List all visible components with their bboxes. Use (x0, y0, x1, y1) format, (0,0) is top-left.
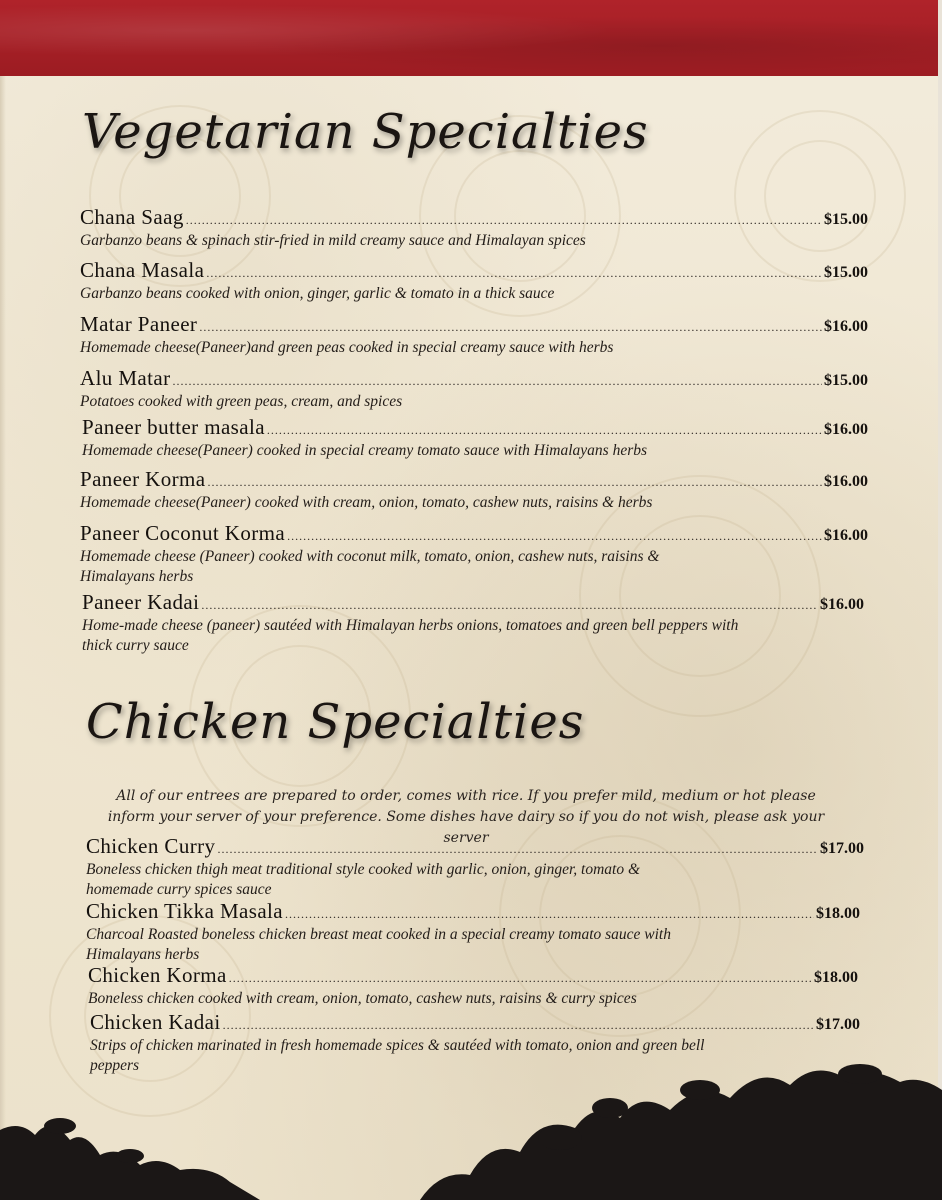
entree-note: All of our entrees are prepared to order, comes with rice. If you prefer mild, medium or hot please inform your server of your preference. Some dishes have dairy so if you do not wish, please ask your server (107, 788, 825, 846)
leader-dots (208, 475, 823, 490)
menu-item (80, 312, 868, 358)
leader-dots (206, 266, 822, 281)
item-price: $16.00 (820, 596, 864, 613)
item-name: Matar Paneer (80, 312, 198, 336)
item-name: Chicken Curry (86, 834, 216, 858)
item-price: $16.00 (824, 527, 868, 544)
leader-dots (287, 529, 822, 544)
leader-dots (285, 907, 814, 922)
item-price: $16.00 (824, 421, 868, 438)
chicken-section-title: Chicken Specialties (86, 694, 585, 750)
item-price: $17.00 (816, 1016, 860, 1033)
item-name: Chicken Korma (88, 963, 227, 987)
item-price: $17.00 (820, 840, 864, 857)
item-price: $18.00 (816, 905, 860, 922)
item-price: $18.00 (814, 969, 858, 986)
item-name: Chicken Tikka Masala (86, 899, 283, 923)
item-description: Home-made cheese (paneer) sautéed with Himalayan herbs onions, tomatoes and green bell peppers with thick curry sauce (82, 617, 739, 654)
menu-item (82, 415, 868, 461)
item-description: Homemade cheese(Paneer) cooked with cream, onion, tomato, cashew nuts, raisins & herbs (80, 494, 653, 511)
item-name: Paneer Korma (80, 467, 206, 491)
item-description: Homemade cheese (Paneer) cooked with coconut milk, tomato, onion, cashew nuts, raisins & Himalayans herbs (80, 548, 660, 585)
item-description: Boneless chicken cooked with cream, onion, tomato, cashew nuts, raisins & curry spices (88, 990, 637, 1007)
item-name: Chicken Kadai (90, 1010, 221, 1034)
leader-dots (223, 1018, 814, 1033)
menu-item (82, 590, 864, 656)
item-description: Garbanzo beans & spinach stir-fried in mild creamy sauce and Himalayan spices (80, 232, 586, 249)
menu-item (86, 834, 864, 900)
item-price: $16.00 (824, 318, 868, 335)
item-description: Boneless chicken thigh meat traditional style cooked with garlic, onion, ginger, tomato & homemade curry spices sauce (86, 861, 641, 898)
foliage-silhouette (0, 1060, 942, 1200)
menu-item (86, 899, 860, 965)
item-name: Chana Masala (80, 258, 205, 282)
leader-dots (229, 971, 812, 986)
menu-item (80, 205, 868, 251)
menu-item (80, 366, 868, 412)
vegetarian-section-title: Vegetarian Specialties (82, 104, 649, 160)
item-description: Charcoal Roasted boneless chicken breast meat cooked in a special creamy tomato sauce with Himalayans herbs (86, 926, 671, 963)
menu-item (80, 467, 868, 513)
menu-item (88, 963, 858, 1009)
item-description: Homemade cheese(Paneer) cooked in special creamy tomato sauce with Himalayans herbs (82, 442, 648, 459)
leader-dots (186, 213, 822, 228)
item-name: Alu Matar (80, 366, 171, 390)
item-name: Paneer Coconut Korma (80, 521, 286, 545)
item-name: Paneer butter masala (82, 415, 265, 439)
item-description: Homemade cheese(Paneer)and green peas cooked in special creamy sauce with herbs (80, 339, 614, 356)
item-name: Chana Saag (80, 205, 184, 229)
item-description: Potatoes cooked with green peas, cream, and spices (80, 393, 403, 410)
item-price: $15.00 (824, 211, 868, 228)
leader-dots (199, 320, 822, 335)
item-price: $16.00 (824, 473, 868, 490)
item-price: $15.00 (824, 264, 868, 281)
item-description: Garbanzo beans cooked with onion, ginger, garlic & tomato in a thick sauce (80, 285, 555, 302)
leader-dots (217, 842, 818, 857)
leader-dots (173, 374, 823, 389)
top-red-band (0, 0, 942, 76)
item-name: Paneer Kadai (82, 590, 200, 614)
leader-dots (201, 598, 818, 613)
menu-item (80, 258, 868, 304)
menu-item (80, 521, 868, 587)
item-price: $15.00 (824, 372, 868, 389)
leader-dots (267, 423, 822, 438)
item-description: Strips of chicken marinated in fresh homemade spices & sautéed with tomato, onion and green bell peppers (90, 1037, 705, 1074)
